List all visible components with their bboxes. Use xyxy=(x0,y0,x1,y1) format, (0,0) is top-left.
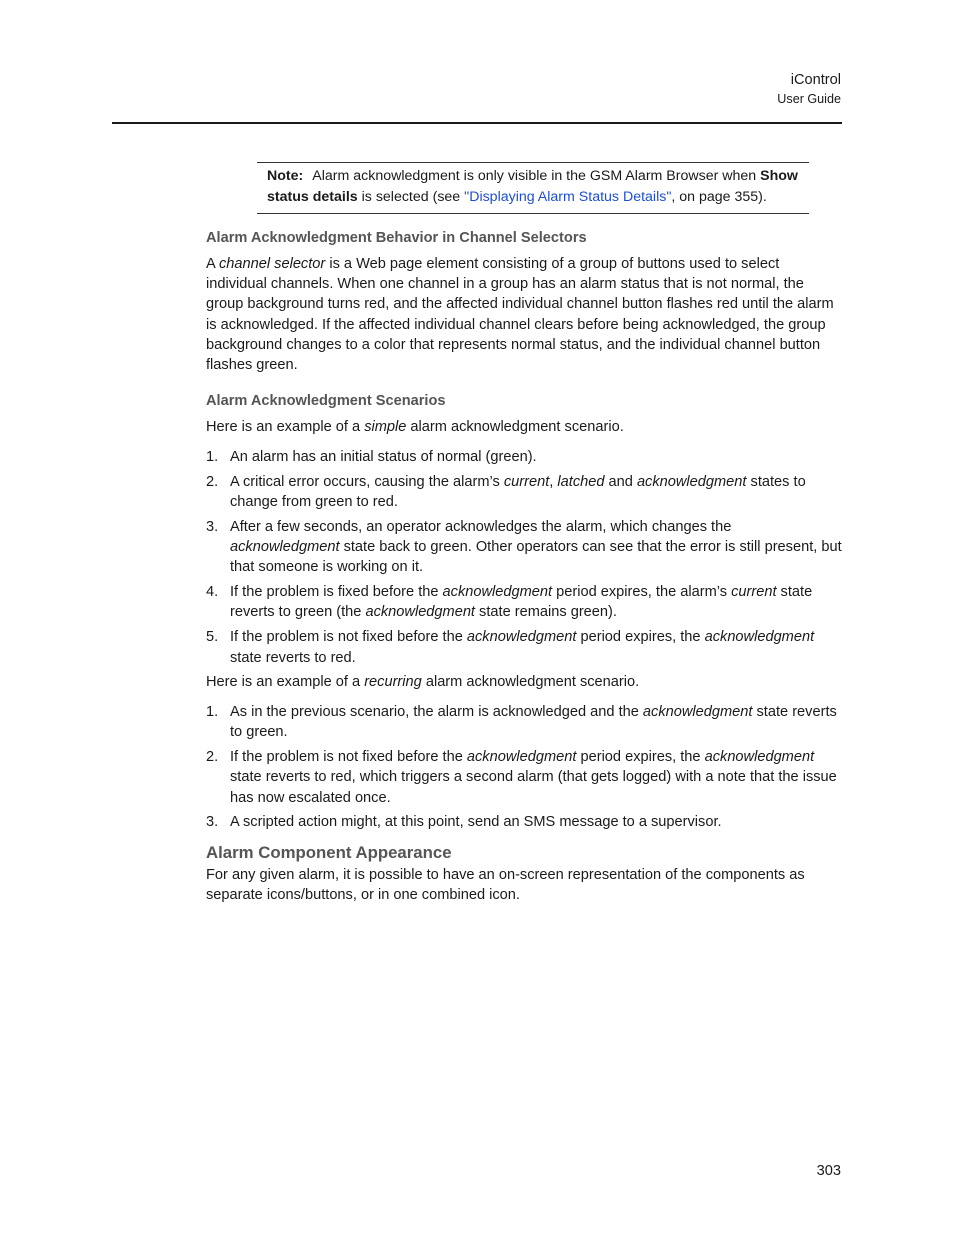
note-box xyxy=(257,162,809,214)
text-run: is a Web page element consisting of a group of buttons used to select individual channels. When one channel in a group has an alarm status that is not normal, the group background turns red, and the affected individual channel button flashes red until the alarm is acknowledged. If the affected individual channel clears before being acknowledged, the group background changes to a color that represents normal status, and the individual channel button flashes green. xyxy=(206,256,834,374)
emphasis: acknowledgment xyxy=(466,749,577,766)
note-text-part: is selected (see xyxy=(357,189,465,205)
text-run: An alarm has an initial status of normal (green). xyxy=(230,448,537,465)
text-run: state reverts to green (the xyxy=(230,584,813,621)
emphasis: acknowledgment xyxy=(365,604,475,621)
paragraph-component-appearance: For any given alarm, it is possible to have an on-screen representation of the components as separate icons/buttons, or in one combined icon. xyxy=(206,866,805,903)
cross-reference-link[interactable]: "Displaying Alarm Status Details" xyxy=(464,189,672,205)
list-number: 2. xyxy=(206,473,219,490)
text-run: As in the previous scenario, the alarm is acknowledged and the xyxy=(230,704,643,721)
text-run: , xyxy=(549,473,558,490)
text-run: period expires, the alarm’s xyxy=(552,584,732,601)
text-run: period expires, the xyxy=(576,749,705,766)
note-bold-text: Show status details xyxy=(267,168,798,205)
list-item xyxy=(206,812,842,832)
list-item xyxy=(206,447,842,467)
list-item xyxy=(206,627,842,667)
text-run: Here is an example of a xyxy=(206,419,365,436)
document-type: User Guide xyxy=(777,92,841,106)
list-number: 1. xyxy=(206,704,219,721)
text-run: alarm acknowledgment scenario. xyxy=(421,674,640,691)
emphasis: channel selector xyxy=(218,256,326,272)
emphasis: acknowledgment xyxy=(442,584,553,601)
emphasis: acknowledgment xyxy=(466,629,577,646)
header-divider xyxy=(112,122,842,124)
page-header xyxy=(777,70,841,109)
list-number: 3. xyxy=(206,814,219,831)
list-item xyxy=(206,747,842,808)
text-run: state reverts to red, which triggers a second alarm (that gets logged) with a note that the issue has now escalated once. xyxy=(230,769,837,806)
emphasis: simple xyxy=(364,419,407,436)
recurring-scenario-list xyxy=(206,702,842,833)
text-run: A critical error occurs, causing the alarm’s xyxy=(230,473,504,490)
list-item xyxy=(206,582,842,622)
main-content xyxy=(206,228,842,905)
text-run: alarm acknowledgment scenario. xyxy=(406,419,624,436)
list-number: 4. xyxy=(206,584,219,601)
list-number: 2. xyxy=(206,749,219,766)
text-run: If the problem is fixed before the xyxy=(230,584,443,601)
heading-channel-selectors: Alarm Acknowledgment Behavior in Channel Selectors xyxy=(206,230,587,246)
text-run: state back to green. Other operators can see that the error is still present, but that someone is working on it. xyxy=(230,539,842,576)
text-run: states to change from green to red. xyxy=(230,473,806,511)
text-run: If the problem is not fixed before the xyxy=(230,749,467,766)
text-run: A xyxy=(206,256,219,272)
emphasis: latched xyxy=(557,473,605,490)
simple-scenario-list xyxy=(206,447,842,668)
page-number: 303 xyxy=(816,1163,841,1179)
list-number: 3. xyxy=(206,518,219,535)
emphasis: current xyxy=(503,473,550,490)
text-run: state reverts to green. xyxy=(230,704,837,741)
emphasis: acknowledgment xyxy=(704,629,815,646)
text-run: After a few seconds, an operator acknowledges the alarm, which changes the xyxy=(230,518,732,535)
text-run: Here is an example of a xyxy=(206,674,365,691)
paragraph-simple-intro xyxy=(206,417,842,437)
text-run: A scripted action might, at this point, send an SMS message to a supervisor. xyxy=(230,814,722,831)
note-text-part: Alarm acknowledgment is only visible in the GSM Alarm Browser when xyxy=(312,168,761,184)
text-run: period expires, the xyxy=(576,629,705,646)
heading-component-appearance: Alarm Component Appearance xyxy=(206,842,452,862)
paragraph-channel-selector xyxy=(206,254,842,375)
text-run: state reverts to red. xyxy=(230,649,356,666)
paragraph-recurring-intro xyxy=(206,672,842,692)
emphasis: acknowledgment xyxy=(636,473,747,490)
list-item xyxy=(206,517,842,578)
emphasis: recurring xyxy=(364,674,422,691)
note-text-part: , on page 355). xyxy=(671,189,767,205)
product-name: iControl xyxy=(790,72,841,88)
text-run: and xyxy=(604,473,637,490)
emphasis: acknowledgment xyxy=(704,749,815,766)
list-number: 5. xyxy=(206,629,219,646)
text-run: state remains green). xyxy=(475,604,617,621)
emphasis: acknowledgment xyxy=(230,539,340,556)
note-label: Note: xyxy=(267,168,304,184)
list-item xyxy=(206,702,842,742)
emphasis: current xyxy=(731,584,777,601)
text-run: If the problem is not fixed before the xyxy=(230,629,467,646)
list-number: 1. xyxy=(206,448,219,465)
list-item xyxy=(206,472,842,512)
emphasis: acknowledgment xyxy=(642,704,753,721)
note-text xyxy=(267,166,809,208)
heading-scenarios: Alarm Acknowledgment Scenarios xyxy=(206,393,446,410)
